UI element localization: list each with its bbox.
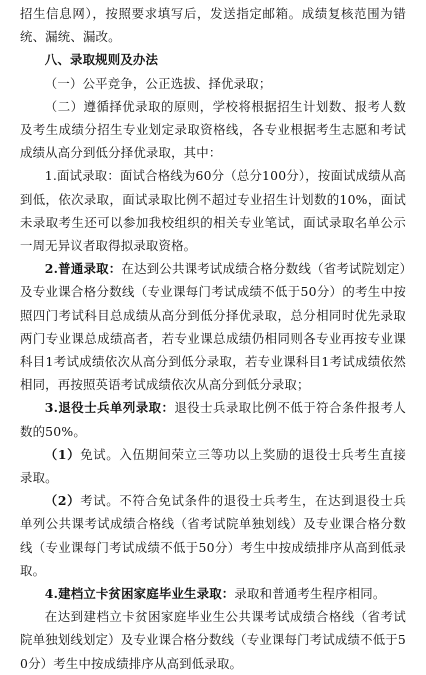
- paragraph-text: （一）公平竞争，公正选拔、择优录取；: [44, 75, 272, 91]
- paragraph-text: 免试。入伍期间荣立三等功以上奖励的退役士兵考生直接录取。: [20, 446, 406, 486]
- paragraph-text: 1.面试录取：面试合格线为60分（总分100分），按面试成绩从高到低，依次录取，面试录取比例不超过专业招生计划数的10%，面试未录取考生还可以参加我校组织的相关专业笔试，面试录取名单公示一周无异议者取得拟录取资格。: [20, 168, 407, 254]
- paragraph-interview-admission: [20, 164, 406, 257]
- item-label: 4.建档立卡贫困家庭毕业生录取：: [44, 586, 235, 602]
- paragraph-text: 在达到建档立卡贫困家庭毕业生公共课考试成绩合格线（省考试院单独划线划定）及专业课合格分数线（专业课每门考试成绩不低于50分）考生中按成绩排序从高到低录取。: [20, 609, 406, 671]
- paragraph-text: 招生信息网），按照要求填写后，发送指定邮箱。成绩复核范围为错统、漏统、漏改。: [20, 6, 406, 45]
- paragraph-principle-one: [20, 72, 406, 95]
- paragraph-veteran-exempt: [20, 443, 406, 489]
- paragraph-text: 退役士兵录取比例不低于符合条件报考人数的50%。: [20, 400, 406, 439]
- paragraph-review-scope: [20, 2, 406, 48]
- item-label: 2.普通录取：: [44, 261, 122, 277]
- paragraph-general-admission: [20, 257, 406, 396]
- paragraph-principle-two: [20, 95, 406, 165]
- paragraph-veteran-exam: [20, 489, 406, 582]
- paragraph-text: （二）遵循择优录取的原则，学校将根据招生计划数、报考人数及考生成绩分招生专业划定录取资格线，各专业根据考生志愿和考试成绩从高分到低分择优录取，其中：: [20, 98, 406, 161]
- paragraph-poverty-criteria: [20, 605, 406, 675]
- paragraph-text: 在达到公共课考试成绩合格分数线（省考试院划定）及专业课合格分数线（专业课每门考试成绩不低于50分）的考生中按照四门考试科目总成绩从高分到低分择优录取，总分相同时优先录取两门专业课总成绩高者，若专业课总成绩仍相同则各专业再按专业课科目1考试成绩依次从高分到低分录取，若专业课科目1考试成绩依然相同，再按照英语考试成绩依次从高分到低分录取；: [20, 261, 406, 393]
- heading-text: 八、录取规则及办法: [44, 52, 159, 68]
- item-label: （1）: [44, 446, 81, 462]
- item-label: 3.退役士兵单列录取：: [44, 400, 175, 416]
- paragraph-poverty-admission: [20, 582, 406, 605]
- paragraph-text: 考试。不符合免试条件的退役士兵考生，在达到退役士兵单列公共课考试成绩合格线（省考试院单独划线）及专业课合格分数线（专业课每门考试成绩不低于50分）考生中按成绩排序从高到低录取。: [20, 493, 406, 578]
- paragraph-text: 录取和普通考生程序相同。: [234, 586, 386, 602]
- item-label: （2）: [44, 493, 81, 509]
- section-heading-admission-rules: [20, 48, 406, 71]
- paragraph-veteran-admission: [20, 396, 406, 442]
